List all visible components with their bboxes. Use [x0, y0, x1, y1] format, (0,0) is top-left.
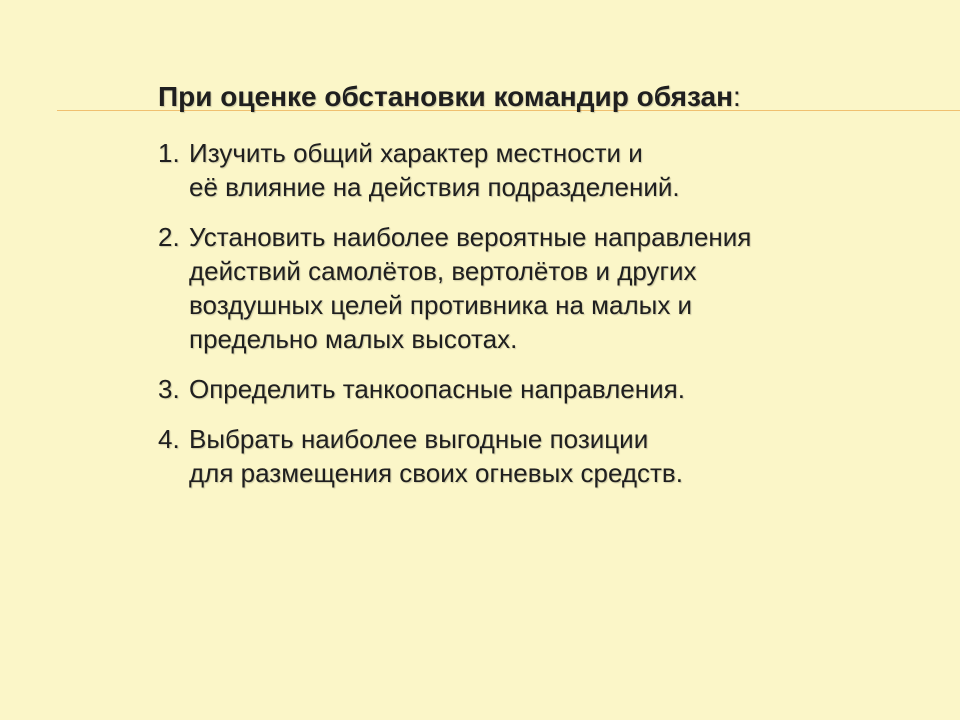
list-item-number: 1.	[158, 138, 180, 168]
list-item-line: предельно малых высотах.	[189, 324, 518, 354]
list-item	[158, 136, 878, 204]
list-item-line: Изучить общий характер местности и	[189, 138, 643, 168]
numbered-list	[158, 136, 878, 506]
list-item-line: для размещения своих огневых средств.	[189, 458, 683, 488]
list-item-line: действий самолётов, вертолётов и других	[189, 256, 697, 286]
list-item	[158, 372, 878, 406]
slide-heading	[158, 80, 741, 114]
list-item	[158, 220, 878, 356]
list-item-number: 4.	[158, 424, 180, 454]
list-item-number: 2.	[158, 222, 180, 252]
list-item-line: воздушных целей противника на малых и	[189, 290, 693, 320]
list-item-line: Выбрать наиболее выгодные позиции	[189, 424, 649, 454]
heading-text: При оценке обстановки командир обязан	[158, 81, 733, 112]
list-item-number: 3.	[158, 374, 180, 404]
list-item-line: её влияние на действия подразделений.	[189, 172, 680, 202]
heading-colon: :	[732, 81, 741, 112]
list-item-line: Установить наиболее вероятные направления	[189, 222, 752, 252]
list-item	[158, 422, 878, 490]
list-item-line: Определить танкоопасные направления.	[189, 374, 685, 404]
